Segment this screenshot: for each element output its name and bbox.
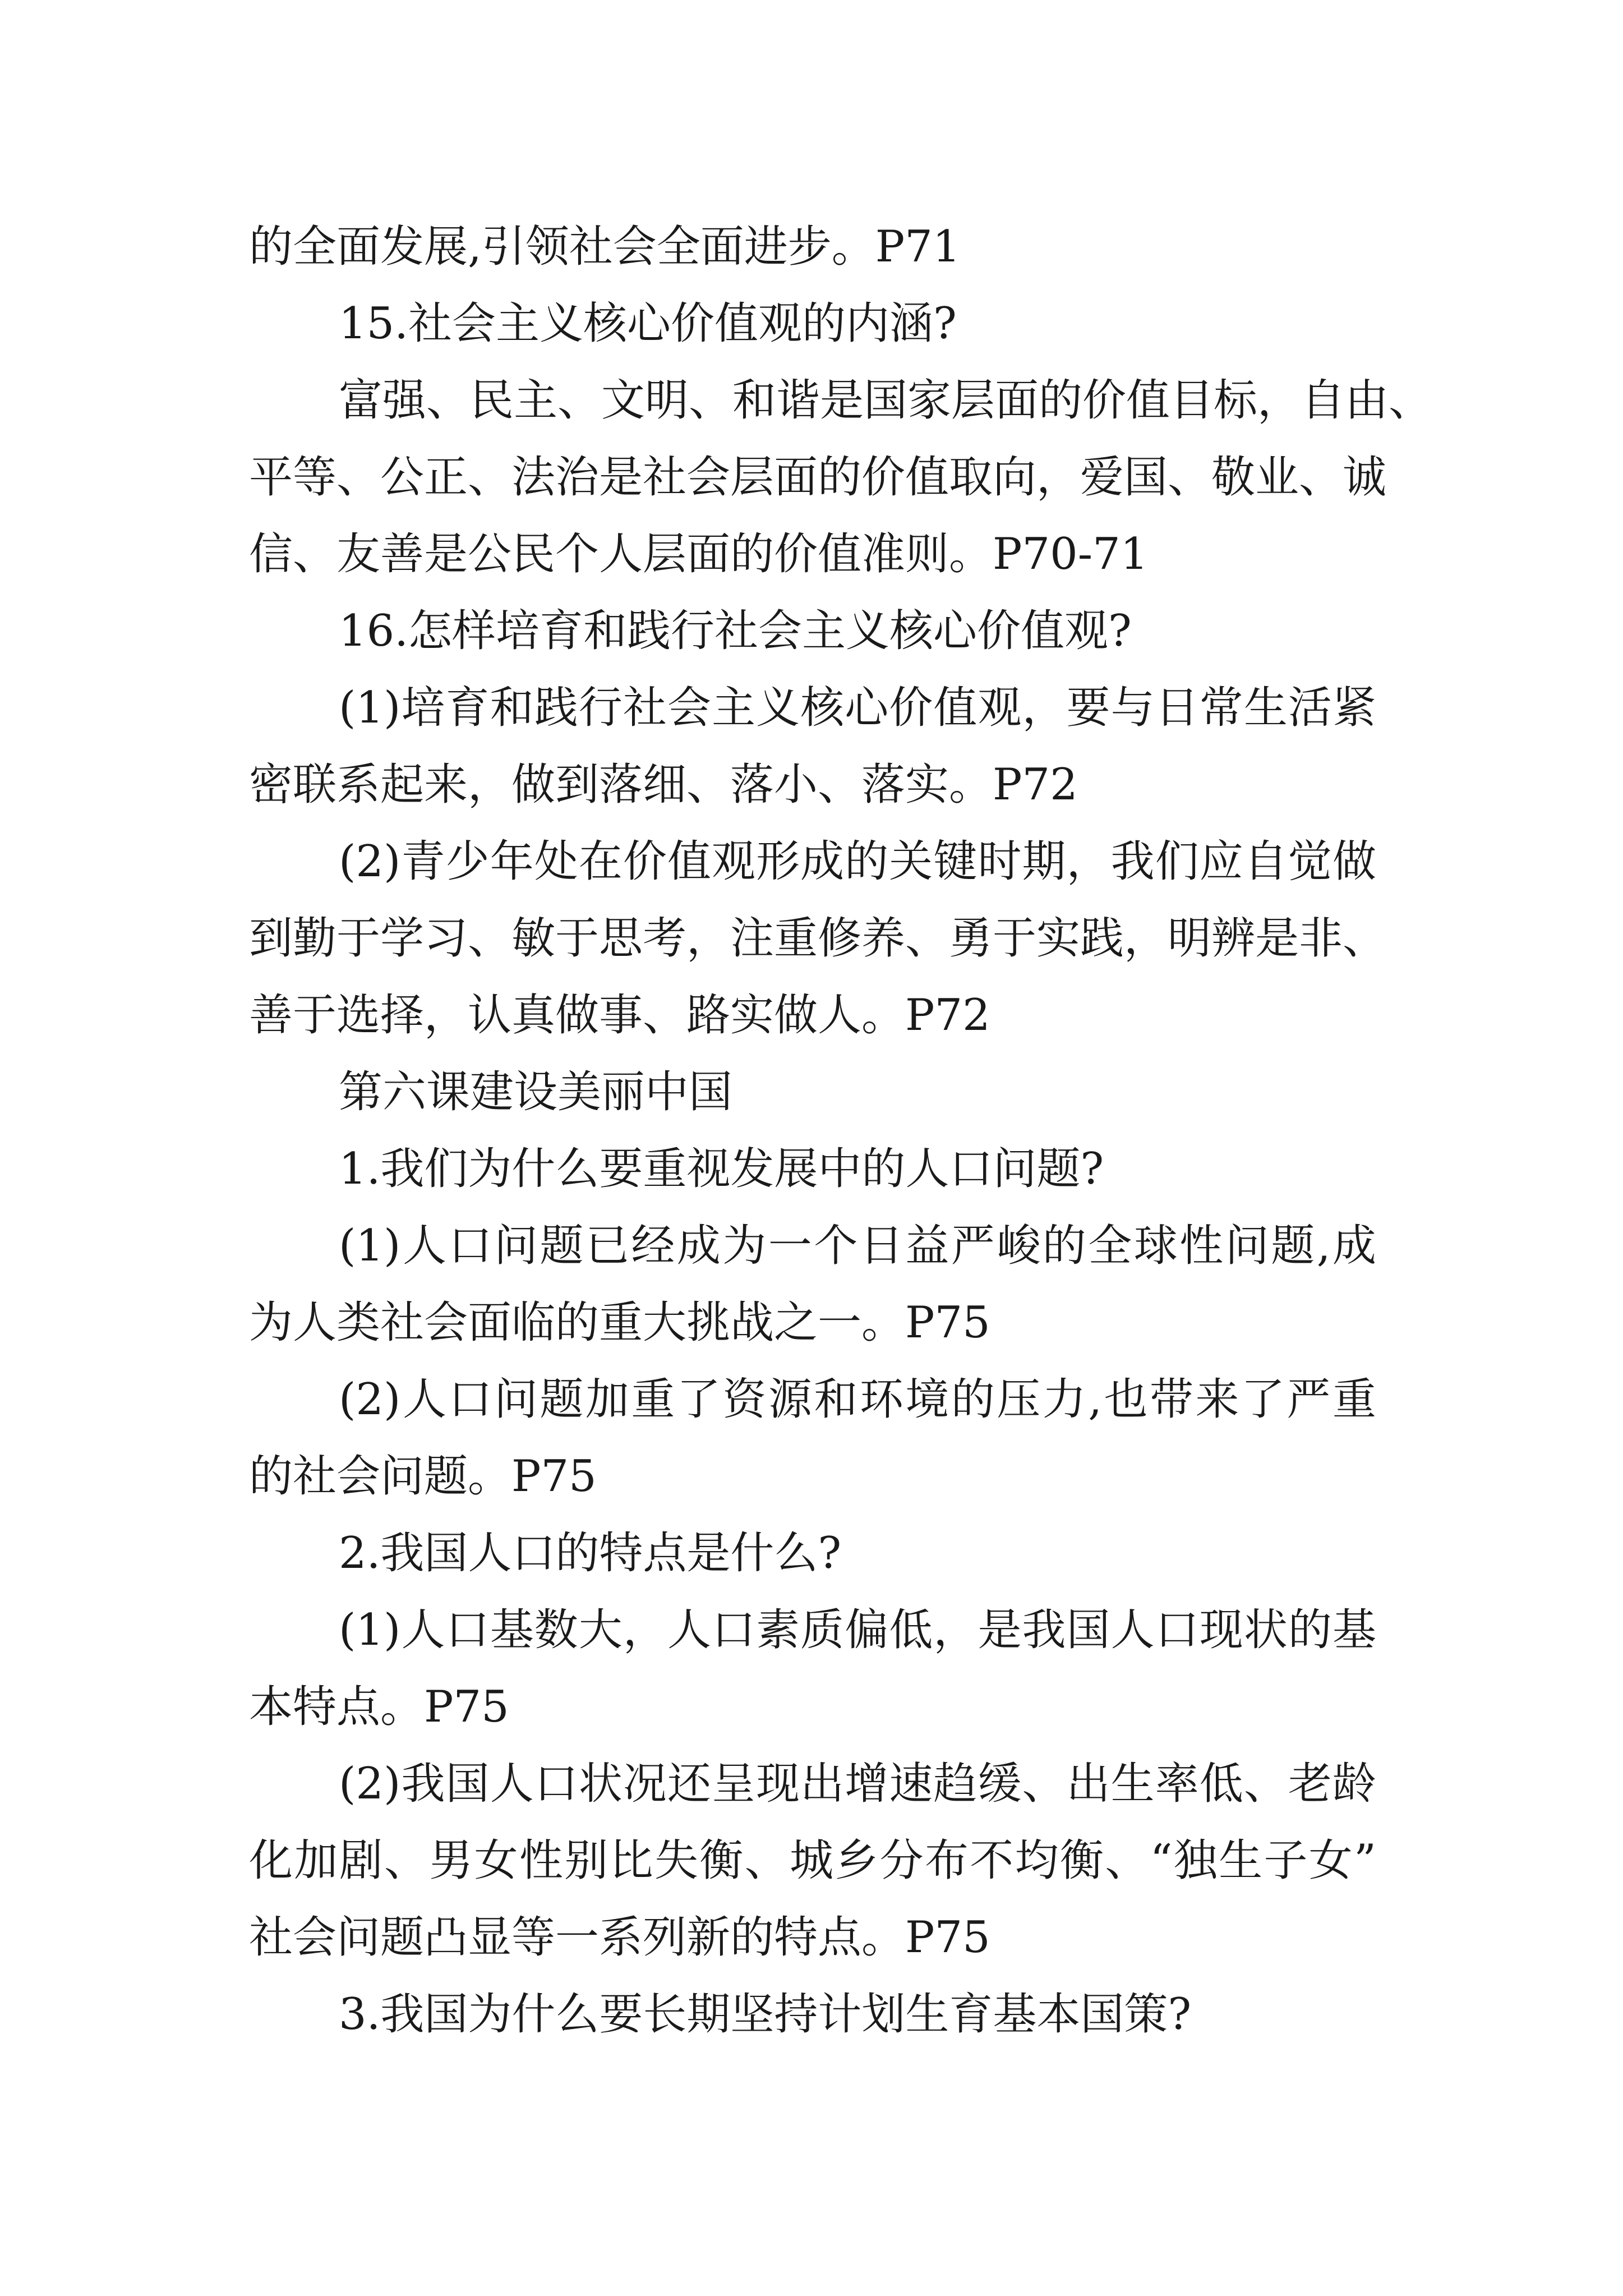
text-line: 16.怎样培育和践行社会主义核心价值观? [339,606,1132,656]
text-line: 平等、公正、法治是社会层面的价值取向，爱国、敬业、诚 [249,452,1387,503]
text-line: (2)青少年处在价值观形成的关键时期，我们应自觉做 [339,836,1376,887]
text-line: 善于选择，认真做事、路实做人。P72 [249,990,990,1041]
text-line: (1)培育和践行社会主义核心价值观，要与日常生活紧 [339,683,1376,733]
text-line: 社会问题凸显等一系列新的特点。P75 [249,1912,990,1963]
text-line: (1)人口问题已经成为一个日益严峻的全球性问题,成 [339,1221,1376,1271]
text-line: (2)人口问题加重了资源和环境的压力,也带来了严重 [339,1374,1376,1425]
text-line: 为人类社会面临的重大挑战之一。P75 [249,1297,990,1348]
text-line: (1)人口基数大，人口素质偏低，是我国人口现状的基 [339,1605,1376,1655]
text-line: 到勤于学习、敏于思考，注重修养、勇于实践，明辨是非、 [249,913,1387,964]
text-line: 3.我国为什么要长期坚持计划生育基本国策? [339,1989,1192,2040]
text-line: 2.我国人口的特点是什么? [339,1528,842,1579]
text-line: 的社会问题。P75 [249,1451,597,1502]
text-line: 富强、民主、文明、和谐是国家层面的价值目标，自由、 [339,375,1433,426]
text-line: 密联系起来，做到落细、落小、落实。P72 [249,760,1078,810]
text-line: (2)我国人口状况还呈现出增速趋缓、出生率低、老龄 [339,1759,1376,1809]
text-line: 的全面发展,引领社会全面进步。P71 [249,222,961,272]
text-line: 1.我们为什么要重视发展中的人口问题? [339,1144,1104,1194]
text-line: 15.社会主义核心价值观的内涵? [339,298,957,349]
text-line: 信、友善是公民个人层面的价值准则。P70-71 [249,529,1149,579]
text-line: 化加剧、男女性别比失衡、城乡分布不均衡、“独生子女” [249,1835,1376,1886]
text-line: 本特点。P75 [249,1682,509,1732]
text-line: 第六课建设美丽中国 [339,1067,733,1117]
